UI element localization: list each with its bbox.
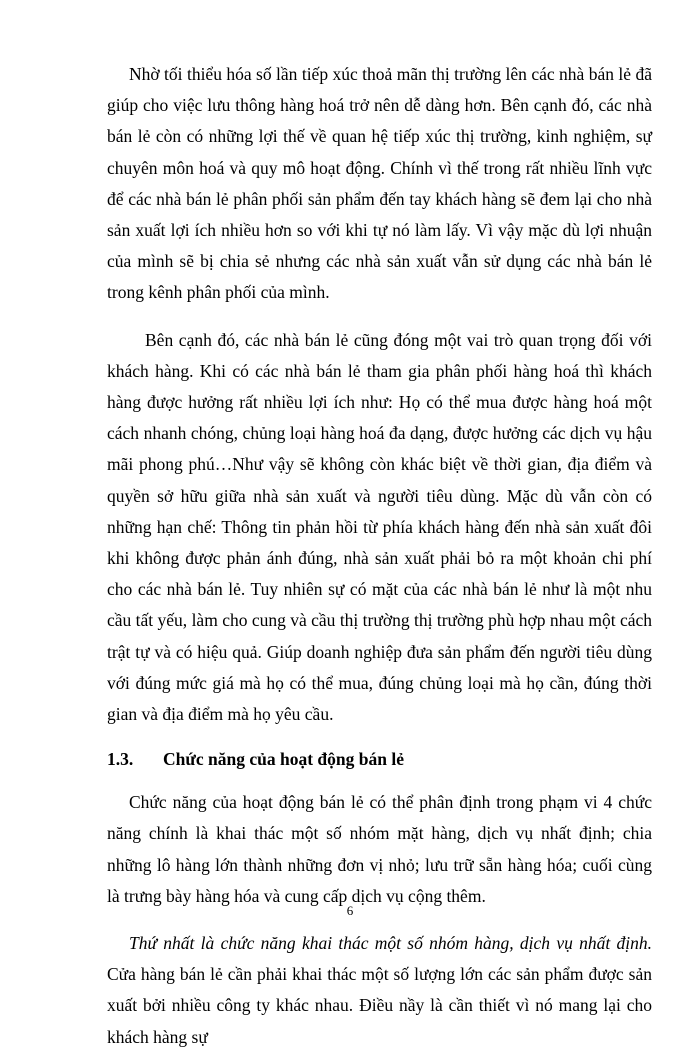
page-number: 6 [346,903,354,918]
paragraph [107,928,652,1053]
section-heading [107,744,652,775]
section-title: Chức năng của hoạt động bán lẻ [163,749,404,770]
paragraph: Nhờ tối thiểu hóa số lần tiếp xúc thoả mãn thị trường lên các nhà bán lẻ đã giúp cho việc lưu thông hàng hoá trở nên dễ dàng hơn. Bên cạnh đó, các nhà bán lẻ còn có những lợi thế về quan hệ tiếp xúc thị trường, kinh nghiệm, sự chuyên môn hoá và quy mô hoạt động. Chính vì thế trong rất nhiều lĩnh vực để các nhà bán lẻ phân phối sản phẩm đến tay khách hàng sẽ đem lại cho nhà sản xuất lợi ích nhiều hơn so với khi tự nó làm lấy. Vì vậy mặc dù lợi nhuận của mình sẽ bị chia sẻ nhưng các nhà sản xuất vẫn sử dụng các nhà bán lẻ trong kênh phân phối của mình. [107,64,652,303]
paragraph: Chức năng của hoạt động bán lẻ có thể phân định trong phạm vi 4 chức năng chính là khai thác một số nhóm mặt hàng, dịch vụ nhất định; chia những lô hàng lớn thành những đơn vị nhỏ; lưu trữ sẵn hàng hóa; cuối cùng là trưng bày hàng hóa và cung cấp dịch vụ cộng thêm. [107,792,652,906]
section-number: 1.3. [107,749,134,770]
paragraph-text: Cửa hàng bán lẻ cần phải khai thác một số lượng lớn các sản phẩm được sản xuất bởi nhiều công ty khác nhau. Điều nầy là cần thiết vì nó mang lại cho khách hàng sự [107,964,652,1047]
italic-lead: Thứ nhất là chức năng khai thác một số nhóm hàng, dịch vụ nhất định. [129,933,652,954]
paragraph: Bên cạnh đó, các nhà bán lẻ cũng đóng một vai trò quan trọng đối với khách hàng. Khi có các nhà bán lẻ tham gia phân phối hàng hoá thì khách hàng được hưởng rất nhiều lợi ích như: Họ có thể mua được hàng hoá một cách nhanh chóng, chủng loại hàng hoá đa dạng, được hưởng các dịch vụ hậu mãi phong phú…Như vậy sẽ không còn khác biệt về thời gian, địa điểm và quyền sở hữu giữa nhà sản xuất và người tiêu dùng. Mặc dù vẫn còn có những hạn chế: Thông tin phản hồi từ phía khách hàng đến nhà sản xuất đôi khi không được phản ánh đúng, nhà sản xuất phải bỏ ra một khoản chi phí cho các nhà bán lẻ. Tuy nhiên sự có mặt của các nhà bán lẻ như là một nhu cầu tất yếu, làm cho cung và cầu thị trường thị trường phù hợp nhau một cách trật tự và có hiệu quả. Giúp doanh nghiệp đưa sản phẩm đến người tiêu dùng với đúng mức giá mà họ có thể mua, đúng chủng loại mà họ cần, đúng thời gian và địa điểm mà họ yêu cầu. [107,329,652,725]
